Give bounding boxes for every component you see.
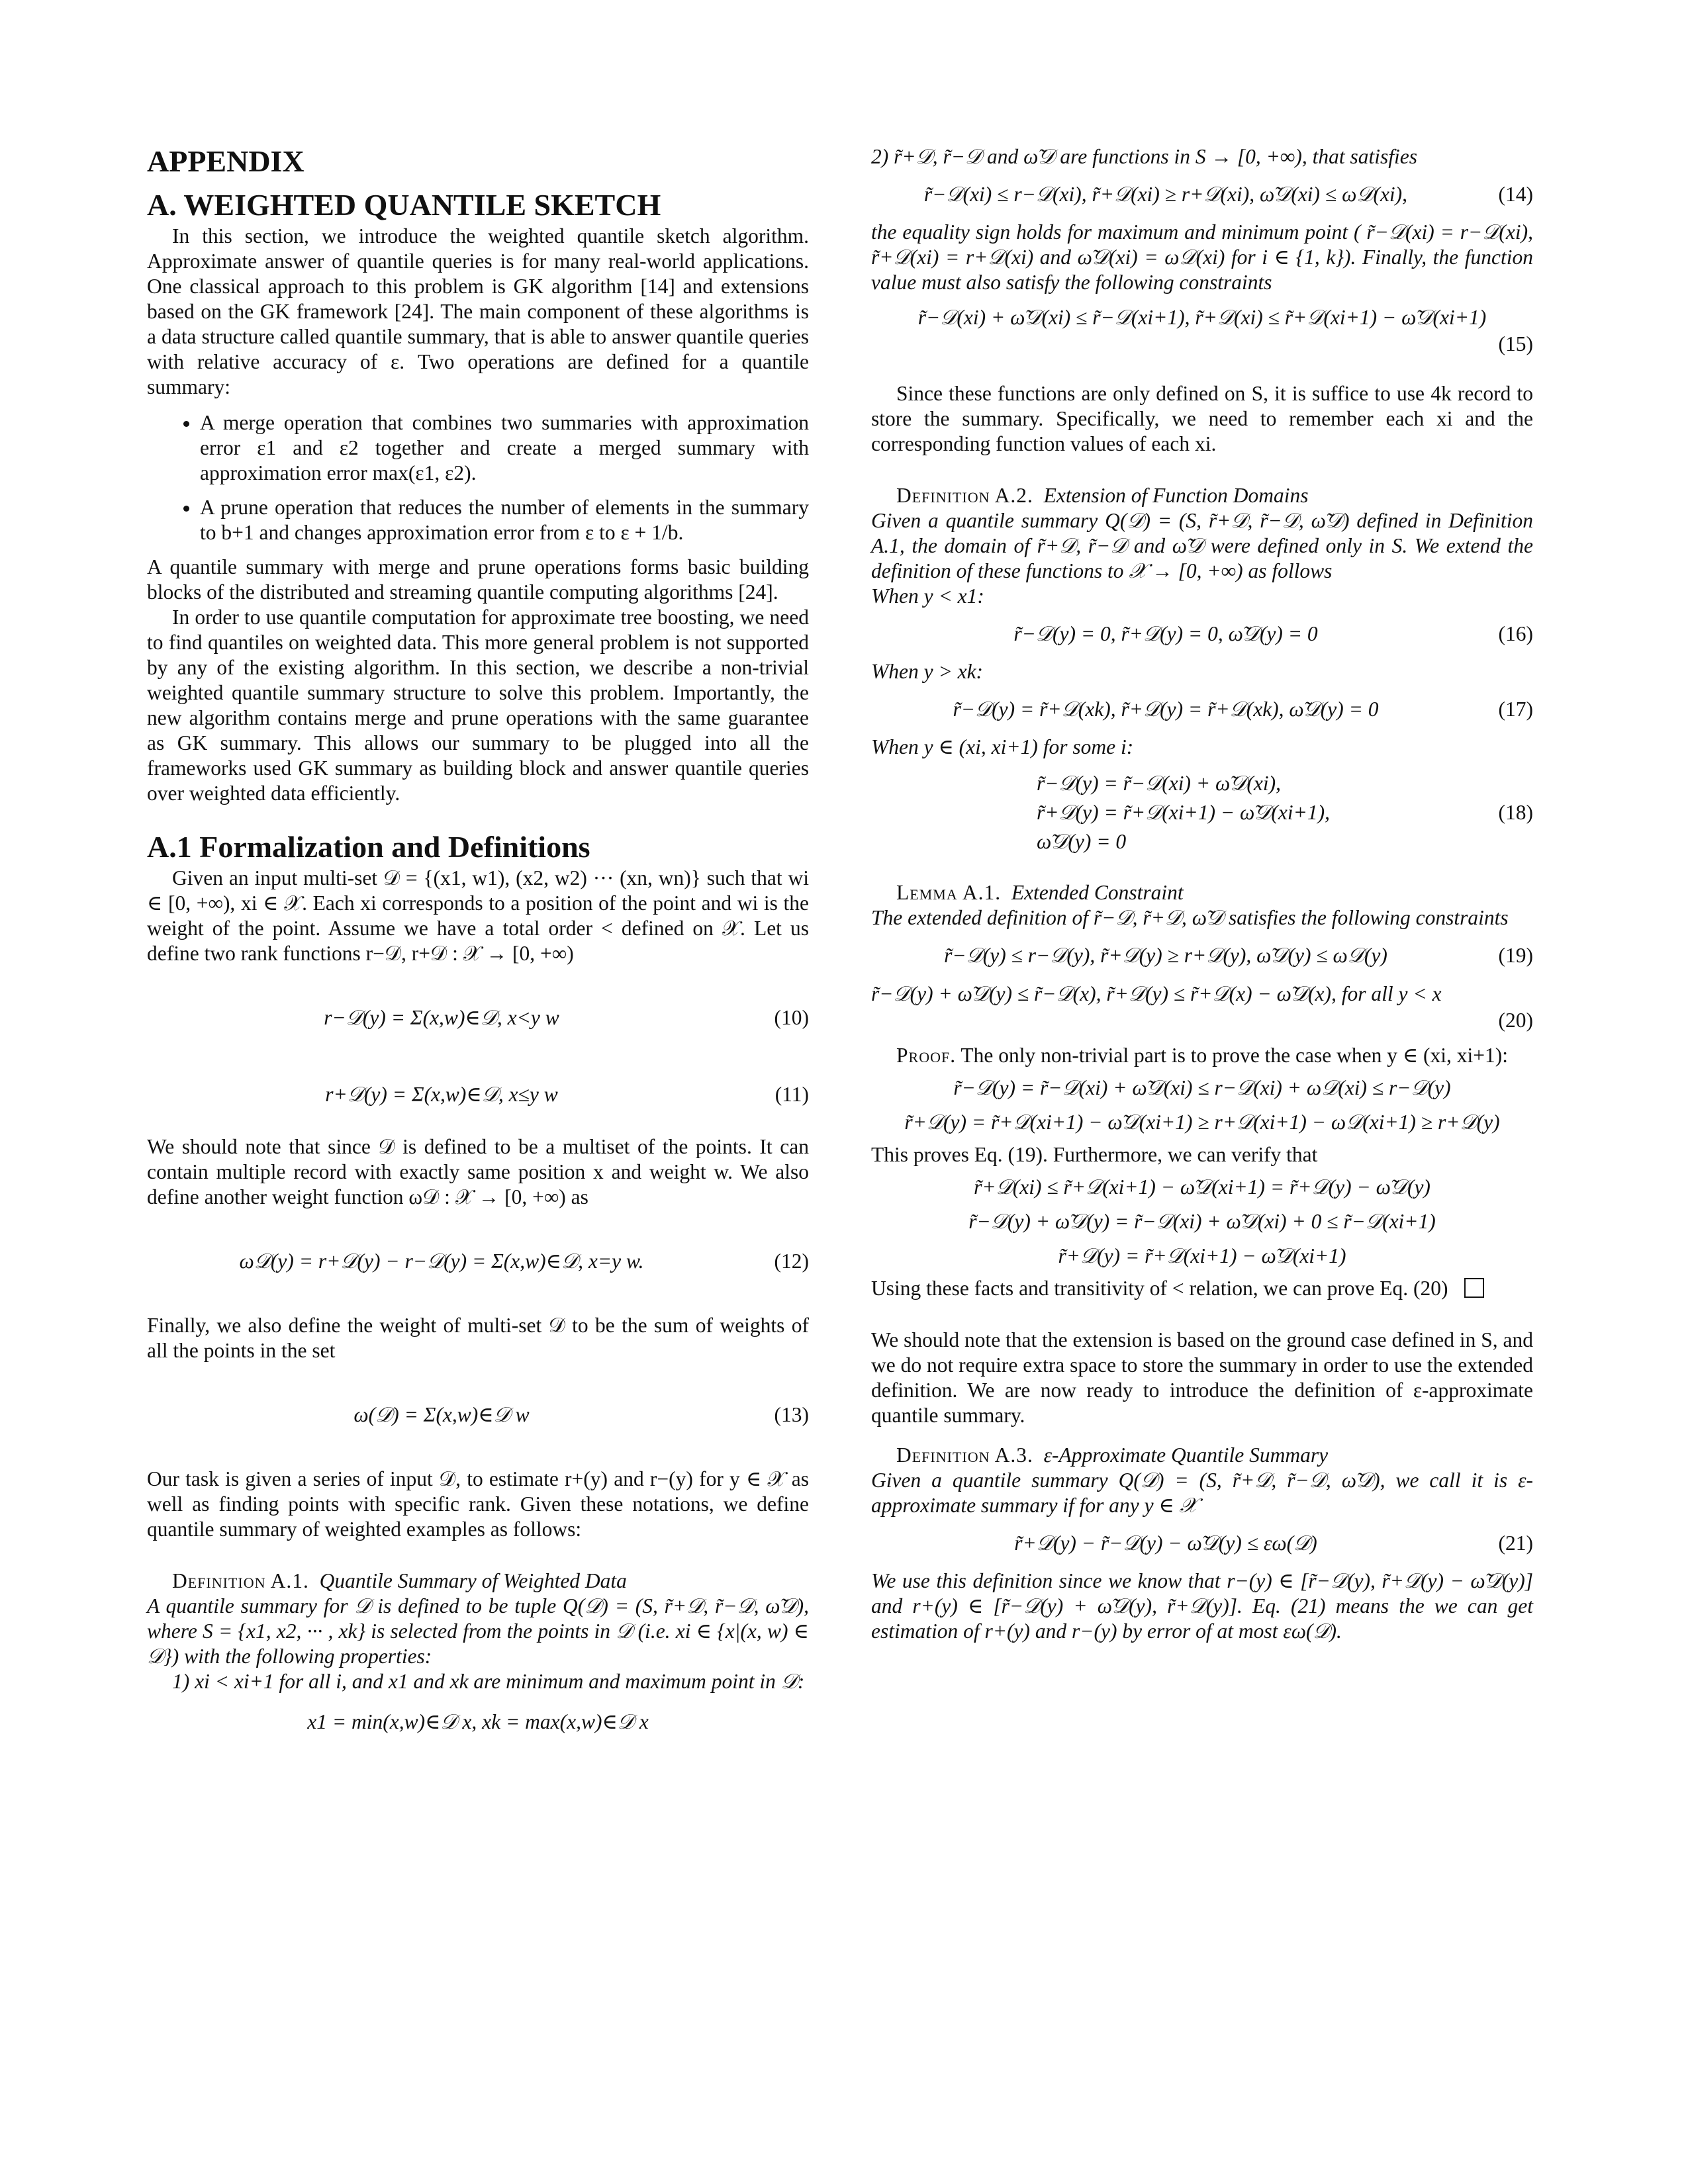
equation-10 [147,1005,809,1031]
equation-line: r̃−𝒟(y) = r̃−𝒟(xi) + ω̃𝒟(xi), [1037,772,1281,795]
equation-body: r̃+𝒟(y) − r̃−𝒟(y) − ω̃𝒟(y) ≤ εω(𝒟) [1014,1531,1317,1555]
proof-conclusion: Using these facts and transitivity of < relation, we can prove Eq. (20) [871,1277,1448,1300]
definition-body: Given a quantile summary Q(𝒟) = (S, r̃+𝒟, r̃−𝒟, ω̃𝒟) defined in Definition A.1, the domain of r̃+𝒟, r̃−𝒟 and ω̃𝒟 were defined only in S. We extend the definition of these functions to 𝒳 → [0, +∞) as follows [871,509,1533,582]
proof-equation: r̃+𝒟(y) = r̃+𝒟(xi+1) − ω̃𝒟(xi+1) ≥ r+𝒟(xi+1) − ω𝒟(xi+1) ≥ r+𝒟(y) [904,1111,1500,1134]
case-label: When y ∈ (xi, xi+1) for some i: [871,735,1134,758]
definition-title: Extension of Function Domains [1043,484,1309,507]
equation-number: (13) [774,1403,809,1426]
list-item: • A merge operation that combines two summaries with approximation error ε1 and ε2 together and create a merged summary with approximation error max(ε1, ε2). [200,410,809,486]
paragraph: Given an input multi-set 𝒟 = {(x1, w1), (x2, w2) ··· (xn, wn)} such that wi ∈ [0, +∞), xi ∈ 𝒳. Each xi corresponds to a position of the point and wi is the weight of the point. Assume we have a total order < defined on 𝒳. Let us define two rank functions r−𝒟, r+𝒟 : 𝒳 → [0, +∞) [147,866,809,965]
equation-body: r−𝒟(y) = Σ(x,w)∈𝒟, x<y w [324,1006,559,1029]
equation-number: (14) [1498,183,1533,206]
case-label: When y > xk: [871,660,984,683]
paragraph: In order to use quantile computation for approximate tree boosting, we need to find quantiles on weighted data. This more general problem is not supported by any of the existing algorithm. In this section, we describe a non-trivial weighted quantile summary structure to solve this problem. Importantly, the new algorithm contains merge and prune operations with the same guarantee as GK summary. This allows our summary to be plugged into all the frameworks used GK summary as building block and answer quantile queries over weighted data efficiently. [147,606,809,805]
proof-body: The only non-trivial part is to prove the case when y ∈ (xi, xi+1): [961,1044,1509,1067]
list-item: • A prune operation that reduces the number of elements in the summary to b+1 and changes approximation error from ε to ε + 1/b. [200,495,809,545]
lemma-label: Lemma A.1. [896,881,1002,904]
equation-18 [871,769,1533,856]
equation-body: r+𝒟(y) = Σ(x,w)∈𝒟, x≤y w [325,1083,558,1106]
definition-label: Definition A.3. [896,1443,1033,1467]
equation-body: r̃−𝒟(y) + ω̃𝒟(y) ≤ r̃−𝒟(x), r̃+𝒟(y) ≤ r̃+𝒟(x) − ω̃𝒟(x), for all y < x [871,982,1442,1005]
proof-equation: r̃+𝒟(xi) ≤ r̃+𝒟(xi+1) − ω̃𝒟(xi+1) = r̃+𝒟(y) − ω̃𝒟(y) [974,1175,1430,1199]
definition-label: Definition A.1. [172,1569,309,1592]
equation-21 [871,1530,1533,1557]
section-title: A. WEIGHTED QUANTILE SKETCH [147,188,661,222]
paragraph: the equality sign holds for maximum and minimum point ( r̃−𝒟(xi) = r−𝒟(xi), r̃+𝒟(xi) = r+𝒟(xi) and ω̃𝒟(xi) = ω𝒟(xi) for i ∈ {1, k}). Finally, the function value must also satisfy the following constraints [871,220,1533,294]
equation-body: r̃−𝒟(y) = 0, r̃+𝒟(y) = 0, ω̃𝒟(y) = 0 [1013,622,1318,645]
definition-label: Definition A.2. [896,484,1033,507]
appendix-title: APPENDIX [147,144,305,178]
definition-property-1: 1) xi < xi+1 for all i, and x1 and xk are minimum and maximum point in 𝒟: [172,1670,805,1693]
paragraph: Our task is given a series of input 𝒟, to estimate r+(y) and r−(y) for y ∈ 𝒳 as well as finding points with specific rank. Given these notations, we define quantile summary of weighted examples as follows: [147,1467,809,1541]
equation-body: ω(𝒟) = Σ(x,w)∈𝒟 w [353,1403,530,1426]
equation-12 [147,1248,809,1275]
definition-body: Given a quantile summary Q(𝒟) = (S, r̃+𝒟, r̃−𝒟, ω̃𝒟), we call it is ε-approximate summary if for any y ∈ 𝒳 [871,1469,1533,1517]
paragraph: We should note that the extension is based on the ground case defined in S, and we do not require extra space to store the summary in order to use the extended definition. We are now ready to introduce the definition of ε-approximate quantile summary. [871,1328,1533,1427]
equation-body: ω𝒟(y) = r+𝒟(y) − r−𝒟(y) = Σ(x,w)∈𝒟, x=y w. [239,1250,644,1273]
lemma-body: The extended definition of r̃−𝒟, r̃+𝒟, ω̃𝒟 satisfies the following constraints [871,906,1509,929]
equation-17 [871,696,1533,723]
definition-equation: x1 = min(x,w)∈𝒟 x, xk = max(x,w)∈𝒟 x [307,1710,649,1733]
paragraph: Finally, we also define the weight of multi-set 𝒟 to be the sum of weights of all the points in the set [147,1314,809,1362]
equation-20 [871,981,1533,1034]
equation-body: r̃−𝒟(y) ≤ r−𝒟(y), r̃+𝒟(y) ≥ r+𝒟(y), ω̃𝒟(y) ≤ ω𝒟(y) [944,944,1387,967]
paragraph [871,1276,1533,1301]
paragraph: We should note that since 𝒟 is defined to be a multiset of the points. It can contain multiple record with exactly same position x and weight w. We also define another weight function ω𝒟 : 𝒳 → [0, +∞) as [147,1135,809,1208]
right-column [871,144,1533,1644]
definition-title: Quantile Summary of Weighted Data [319,1569,627,1592]
equation-line: r̃+𝒟(y) = r̃+𝒟(xi+1) − ω̃𝒟(xi+1), [1037,801,1330,824]
proof-label: Proof. [896,1044,957,1067]
equation-number: (18) [1498,801,1533,824]
equation-line: ω̃𝒟(y) = 0 [1037,830,1127,853]
qed-box-icon [1464,1278,1484,1298]
left-column [147,144,809,1742]
paragraph: This proves Eq. (19). Furthermore, we can verify that [871,1143,1318,1166]
equation-body: r̃−𝒟(xi) + ω̃𝒟(xi) ≤ r̃−𝒟(xi+1), r̃+𝒟(xi) ≤ r̃+𝒟(xi+1) − ω̃𝒟(xi+1) [917,306,1487,329]
definition-a3-heading [871,1443,1533,1468]
definition-a1-heading [147,1569,809,1594]
definition-title: ε-Approximate Quantile Summary [1043,1443,1329,1467]
lemma-a1-heading [871,880,1533,905]
intro-paragraph: In this section, we introduce the weighted quantile sketch algorithm. Approximate answer of quantile queries is for many real-world applications. One classical approach to this problem is GK algorithm [14] and extensions based on the GK framework [24]. The main component of these algorithms is a data structure called quantile summary, that is able to answer quantile queries with relative accuracy of ε. Two operations are defined for a quantile summary: [147,224,809,398]
paragraph: Since these functions are only defined on S, it is suffice to use 4k record to store the summary. Specifically, we need to remember each xi and the corresponding function values of each xi. [871,382,1533,455]
equation-number: (10) [774,1006,809,1029]
equation-number: (11) [774,1083,809,1106]
equation-body: r̃−𝒟(xi) ≤ r−𝒟(xi), r̃+𝒟(xi) ≥ r+𝒟(xi), ω̃𝒟(xi) ≤ ω𝒟(xi), [923,183,1408,206]
equation-number: (12) [774,1250,809,1273]
equation-16 [871,621,1533,647]
proof-equation: r̃−𝒟(y) + ω̃𝒟(y) = r̃−𝒟(xi) + ω̃𝒟(xi) + 0 ≤ r̃−𝒟(xi+1) [968,1210,1436,1233]
case-label: When y < x1: [871,584,984,608]
equation-14 [871,181,1533,208]
equation-number: (21) [1498,1531,1533,1555]
equation-number: (15) [1498,332,1533,355]
definition-body: A quantile summary for 𝒟 is defined to be tuple Q(𝒟) = (S, r̃+𝒟, r̃−𝒟, ω̃𝒟), where S = {x1, x2, ··· , xk} is selected from the points in 𝒟 (i.e. xi ∈ {x|(x, w) ∈ 𝒟}) with the following properties: [147,1594,809,1668]
paragraph: We use this definition since we know that r−(y) ∈ [r̃−𝒟(y), r̃+𝒟(y) − ω̃𝒟(y)] and r+(y) ∈ [r̃−𝒟(y) + ω̃𝒟(y), r̃+𝒟(y)]. Eq. (21) means the we can get estimation of r+(y) and r−(y) by error of at most εω(𝒟). [871,1569,1533,1643]
equation-number: (17) [1498,698,1533,721]
definition-a2-heading [871,483,1533,508]
equation-11 [147,1081,809,1108]
lemma-title: Extended Constraint [1011,881,1184,904]
definition-property-2: 2) r̃+𝒟, r̃−𝒟 and ω̃𝒟 are functions in S → [0, +∞), that satisfies [871,145,1417,168]
proof-equation: r̃−𝒟(y) = r̃−𝒟(xi) + ω̃𝒟(xi) ≤ r−𝒟(xi) + ω𝒟(xi) ≤ r−𝒟(y) [953,1076,1451,1099]
equation-body: r̃−𝒟(y) = r̃+𝒟(xk), r̃+𝒟(y) = r̃+𝒟(xk), ω̃𝒟(y) = 0 [953,698,1379,721]
operations-list [147,410,809,545]
equation-13 [147,1402,809,1428]
proof-paragraph [871,1043,1533,1068]
paragraph: A quantile summary with merge and prune operations forms basic building blocks of the distributed and streaming quantile computing algorithms [24]. [147,555,809,604]
equation-number: (16) [1498,622,1533,645]
equation-19 [871,942,1533,969]
proof-equation: r̃+𝒟(y) = r̃+𝒟(xi+1) − ω̃𝒟(xi+1) [1058,1244,1346,1267]
equation-number: (20) [1498,1009,1533,1032]
subsection-title: A.1 Formalization and Definitions [147,830,590,864]
equation-number: (19) [1498,944,1533,967]
equation-15 [871,304,1533,357]
